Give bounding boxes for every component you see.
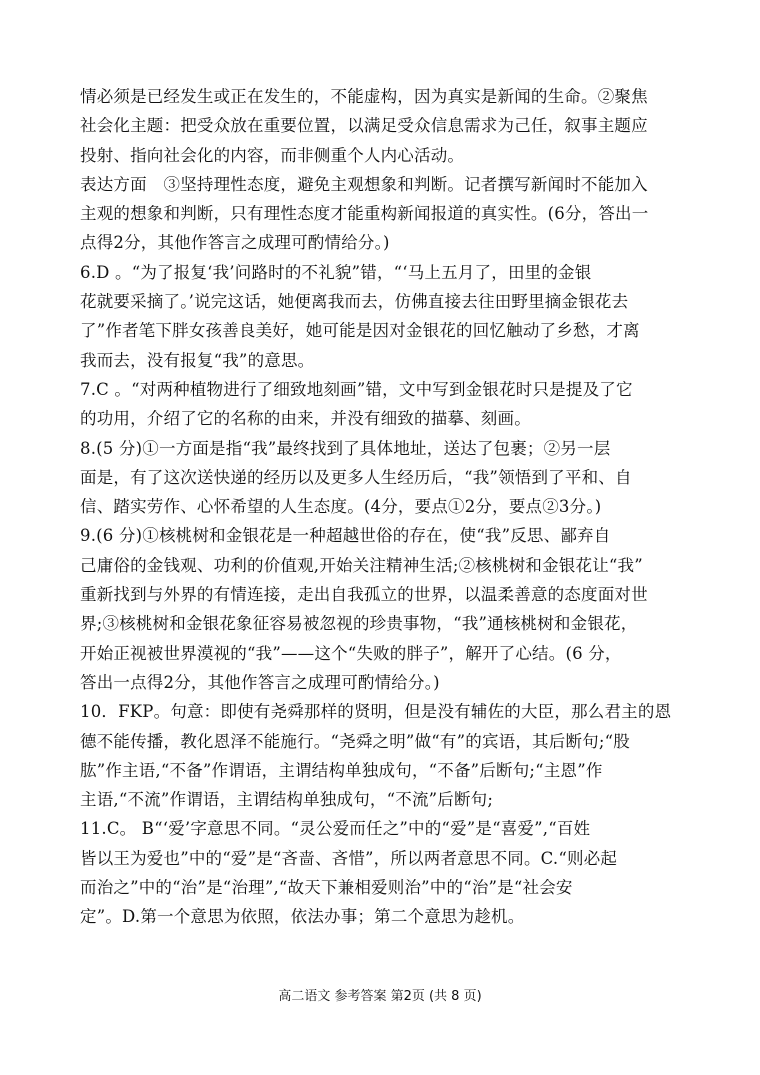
- text-line: 我而去，没有报复“我”的意思。: [80, 350, 315, 370]
- text-line: 了”作者笔下胖女孩善良美好，她可能是因对金银花的回忆触动了乡愁，才离: [80, 321, 640, 341]
- text-line: 表达方面 ③坚持理性态度，避免主观想象和判断。记者撰写新闻时不能加入: [80, 174, 648, 194]
- text-line: 定”。D.第一个意思为依照，依法办事；第二个意思为趁机。: [80, 907, 525, 927]
- text-line: 开始正视被世界漠视的“我”——这个“失败的胖子”，解开了心结。(6 分，: [80, 643, 622, 663]
- text-line: 面是，有了这次送快递的经历以及更多人生经历后，“我”领悟到了平和、自: [80, 467, 632, 487]
- text-line: 主语,“不流”作谓语，主谓结构单独成句，“不流”后断句;: [80, 790, 494, 810]
- text-line: 界;③核桃树和金银花象征容易被忽视的珍贵事物，“我”通核桃树和金银花，: [80, 614, 638, 634]
- text-line: 德不能传播，教化恩泽不能施行。“尧舜之明”做“有”的宾语，其后断句;“股: [80, 731, 630, 751]
- text-line: 6.D 。“为了报复‘我’问路时的不礼貌”错，“‘马上五月了，田里的金银: [80, 262, 592, 282]
- text-line: 情必须是已经发生或正在发生的，不能虚构，因为真实是新闻的生命。②聚焦: [80, 87, 648, 106]
- text-line: 7.C 。“对两种植物进行了细致地刻画”错，文中写到金银花时只是提及了它: [80, 379, 633, 399]
- answer-body: [80, 82, 685, 932]
- text-line: 花就要采摘了。’说完这话，她便离我而去，仿佛直接去往田野里摘金银花去: [80, 292, 629, 312]
- text-line: 答出一点得2分，其他作答言之成理可酌情给分。): [80, 672, 440, 692]
- text-line: 9.(6 分)①核桃树和金银花是一种超越世俗的存在，使“我”反思、鄙弃自: [80, 526, 611, 546]
- text-line: 点得2分，其他作答言之成理可酌情给分。): [80, 233, 390, 253]
- text-line: 而治之”中的“治”是“治理”,“故天下兼相爱则治”中的“治”是“社会安: [80, 878, 573, 898]
- text-line: 投射、指向社会化的内容，而非侧重个人内心活动。: [80, 145, 465, 165]
- text-line: 11.C。 B“‘爱’字意思不同。“灵公爱而任之”中的“爱”是“喜爱”,“百姓: [80, 819, 591, 839]
- text-line: 主观的想象和判断，只有理性态度才能重构新闻报道的真实性。(6分，答出一: [80, 204, 649, 224]
- text-line: 8.(5 分)①一方面是指“我”最终找到了具体地址，送达了包裹；②另一层: [80, 438, 611, 458]
- page-footer: 高二语文 参考答案 第2页 (共 8 页): [278, 989, 482, 1004]
- text-line: 信、踏实劳作、心怀希望的人生态度。(4分，要点①2分，要点②3分。): [80, 497, 602, 517]
- text-line: 的功用，介绍了它的名称的由来，并没有细致的描摹、刻画。: [80, 409, 531, 429]
- text-line: 重新找到与外界的有情连接，走出自我孤立的世界，以温柔善意的态度面对世: [80, 585, 648, 605]
- text-line: 肱”作主语,“不备”作谓语，主谓结构单独成句，“不备”后断句;“主恩”作: [80, 760, 603, 780]
- text-line: 10．FKP。句意：即使有尧舜那样的贤明，但是没有辅佐的大臣，那么君主的恩: [80, 702, 672, 722]
- text-line: 社会化主题：把受众放在重要位置，以满足受众信息需求为己任，叙事主题应: [80, 116, 648, 136]
- text-line: 皆以王为爱也”中的“爱”是“吝啬、吝惜”，所以两者意思不同。C.“则必起: [80, 848, 618, 868]
- text-line: 己庸俗的金钱观、功利的价值观,开始关注精神生活;②核桃树和金银花让“我”: [80, 555, 643, 575]
